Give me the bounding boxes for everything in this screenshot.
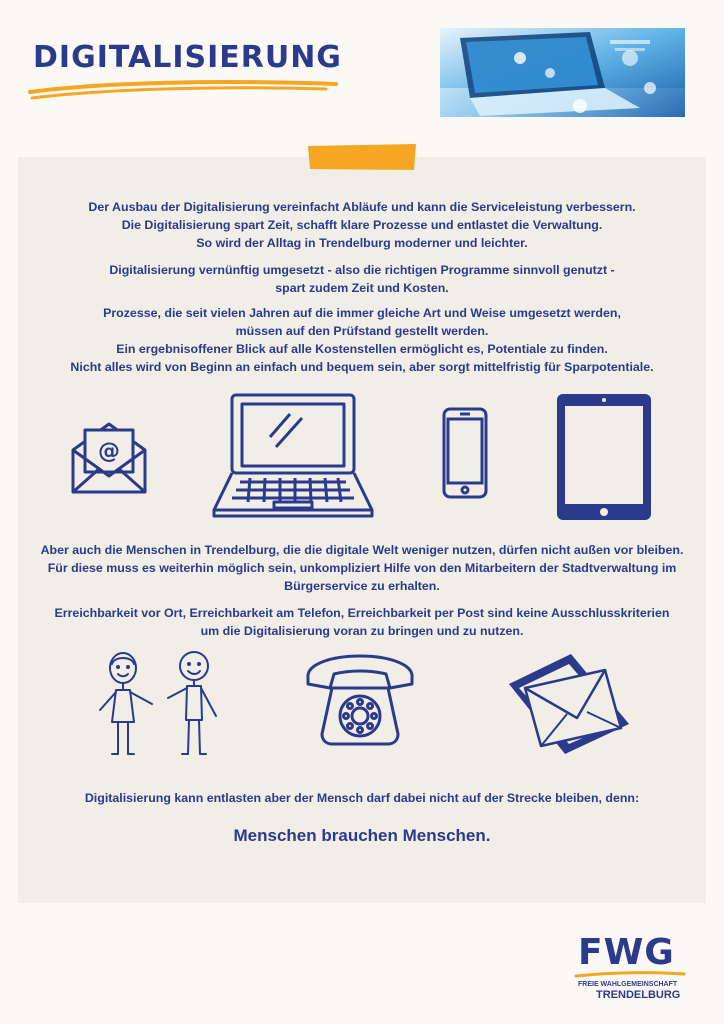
logo-line1: FREIE WAHLGEMEINSCHAFT — [578, 981, 678, 988]
tablet-icon — [555, 392, 653, 522]
laptop-icon — [210, 392, 376, 520]
process-paragraph: Prozesse, die seit vielen Jahren auf die immer gleiche Art und Weise umgesetzt werden, müssen auf den Prüfstand gestellt werden. Ein ergebnisoffener Blick auf alle Kostenstellen ermöglicht es, Potentiale zu finden. Nicht alles wird von Beginn an einfach und bequem sein, aber sorgt mittelfristig für Sparpotentiale. — [70, 306, 654, 374]
page-title: DIGITALISIERUNG — [33, 40, 342, 75]
title-underline — [26, 74, 346, 104]
reachability-paragraph: Erreichbarkeit vor Ort, Erreichbarkeit am Telefon, Erreichbarkeit per Post sind keine Ausschlusskriterien um die Digitalisierung voran zu bringen und zu nutzen. — [54, 606, 670, 638]
logo-underline — [574, 970, 686, 980]
digital-devices-image — [440, 28, 685, 117]
tape-decoration — [306, 142, 418, 172]
people-icon — [96, 650, 220, 760]
logo-line2: TRENDELBURG — [596, 989, 681, 1001]
cost-paragraph: Digitalisierung vernünftig umgesetzt - also die richtigen Programme sinnvoll genutzt - spart zudem Zeit und Kosten. — [109, 263, 615, 295]
intro-paragraph: Der Ausbau der Digitalisierung vereinfacht Abläufe und kann die Serviceleistung verbessern. Die Digitalisierung spart Zeit, schafft klare Prozesse und entlastet die Verwaltung. So wird der Alltag in Trendelburg moderner und leichter. — [88, 200, 636, 250]
slogan: Menschen brauchen Menschen. — [233, 826, 491, 845]
telephone-icon — [302, 654, 418, 746]
smartphone-icon — [442, 407, 488, 499]
closing-paragraph: Digitalisierung kann entlasten aber der Mensch darf dabei nicht auf der Strecke bleiben, denn: — [84, 791, 640, 805]
fwg-logo — [574, 934, 686, 1004]
logo-abbreviation: FWG — [578, 932, 675, 973]
svg-text:@: @ — [98, 439, 120, 464]
people-paragraph: Aber auch die Menschen in Trendelburg, die die digitale Welt weniger nutzen, dürfen nicht außen vor bleiben. Für diese muss es weiterhin möglich sein, unkompliziert Hilfe von den Mitarbeitern der Stadtverwaltung im Bürgerservice zu erhalten. — [40, 543, 684, 593]
letter-icon — [505, 650, 637, 758]
email-icon — [70, 420, 148, 496]
